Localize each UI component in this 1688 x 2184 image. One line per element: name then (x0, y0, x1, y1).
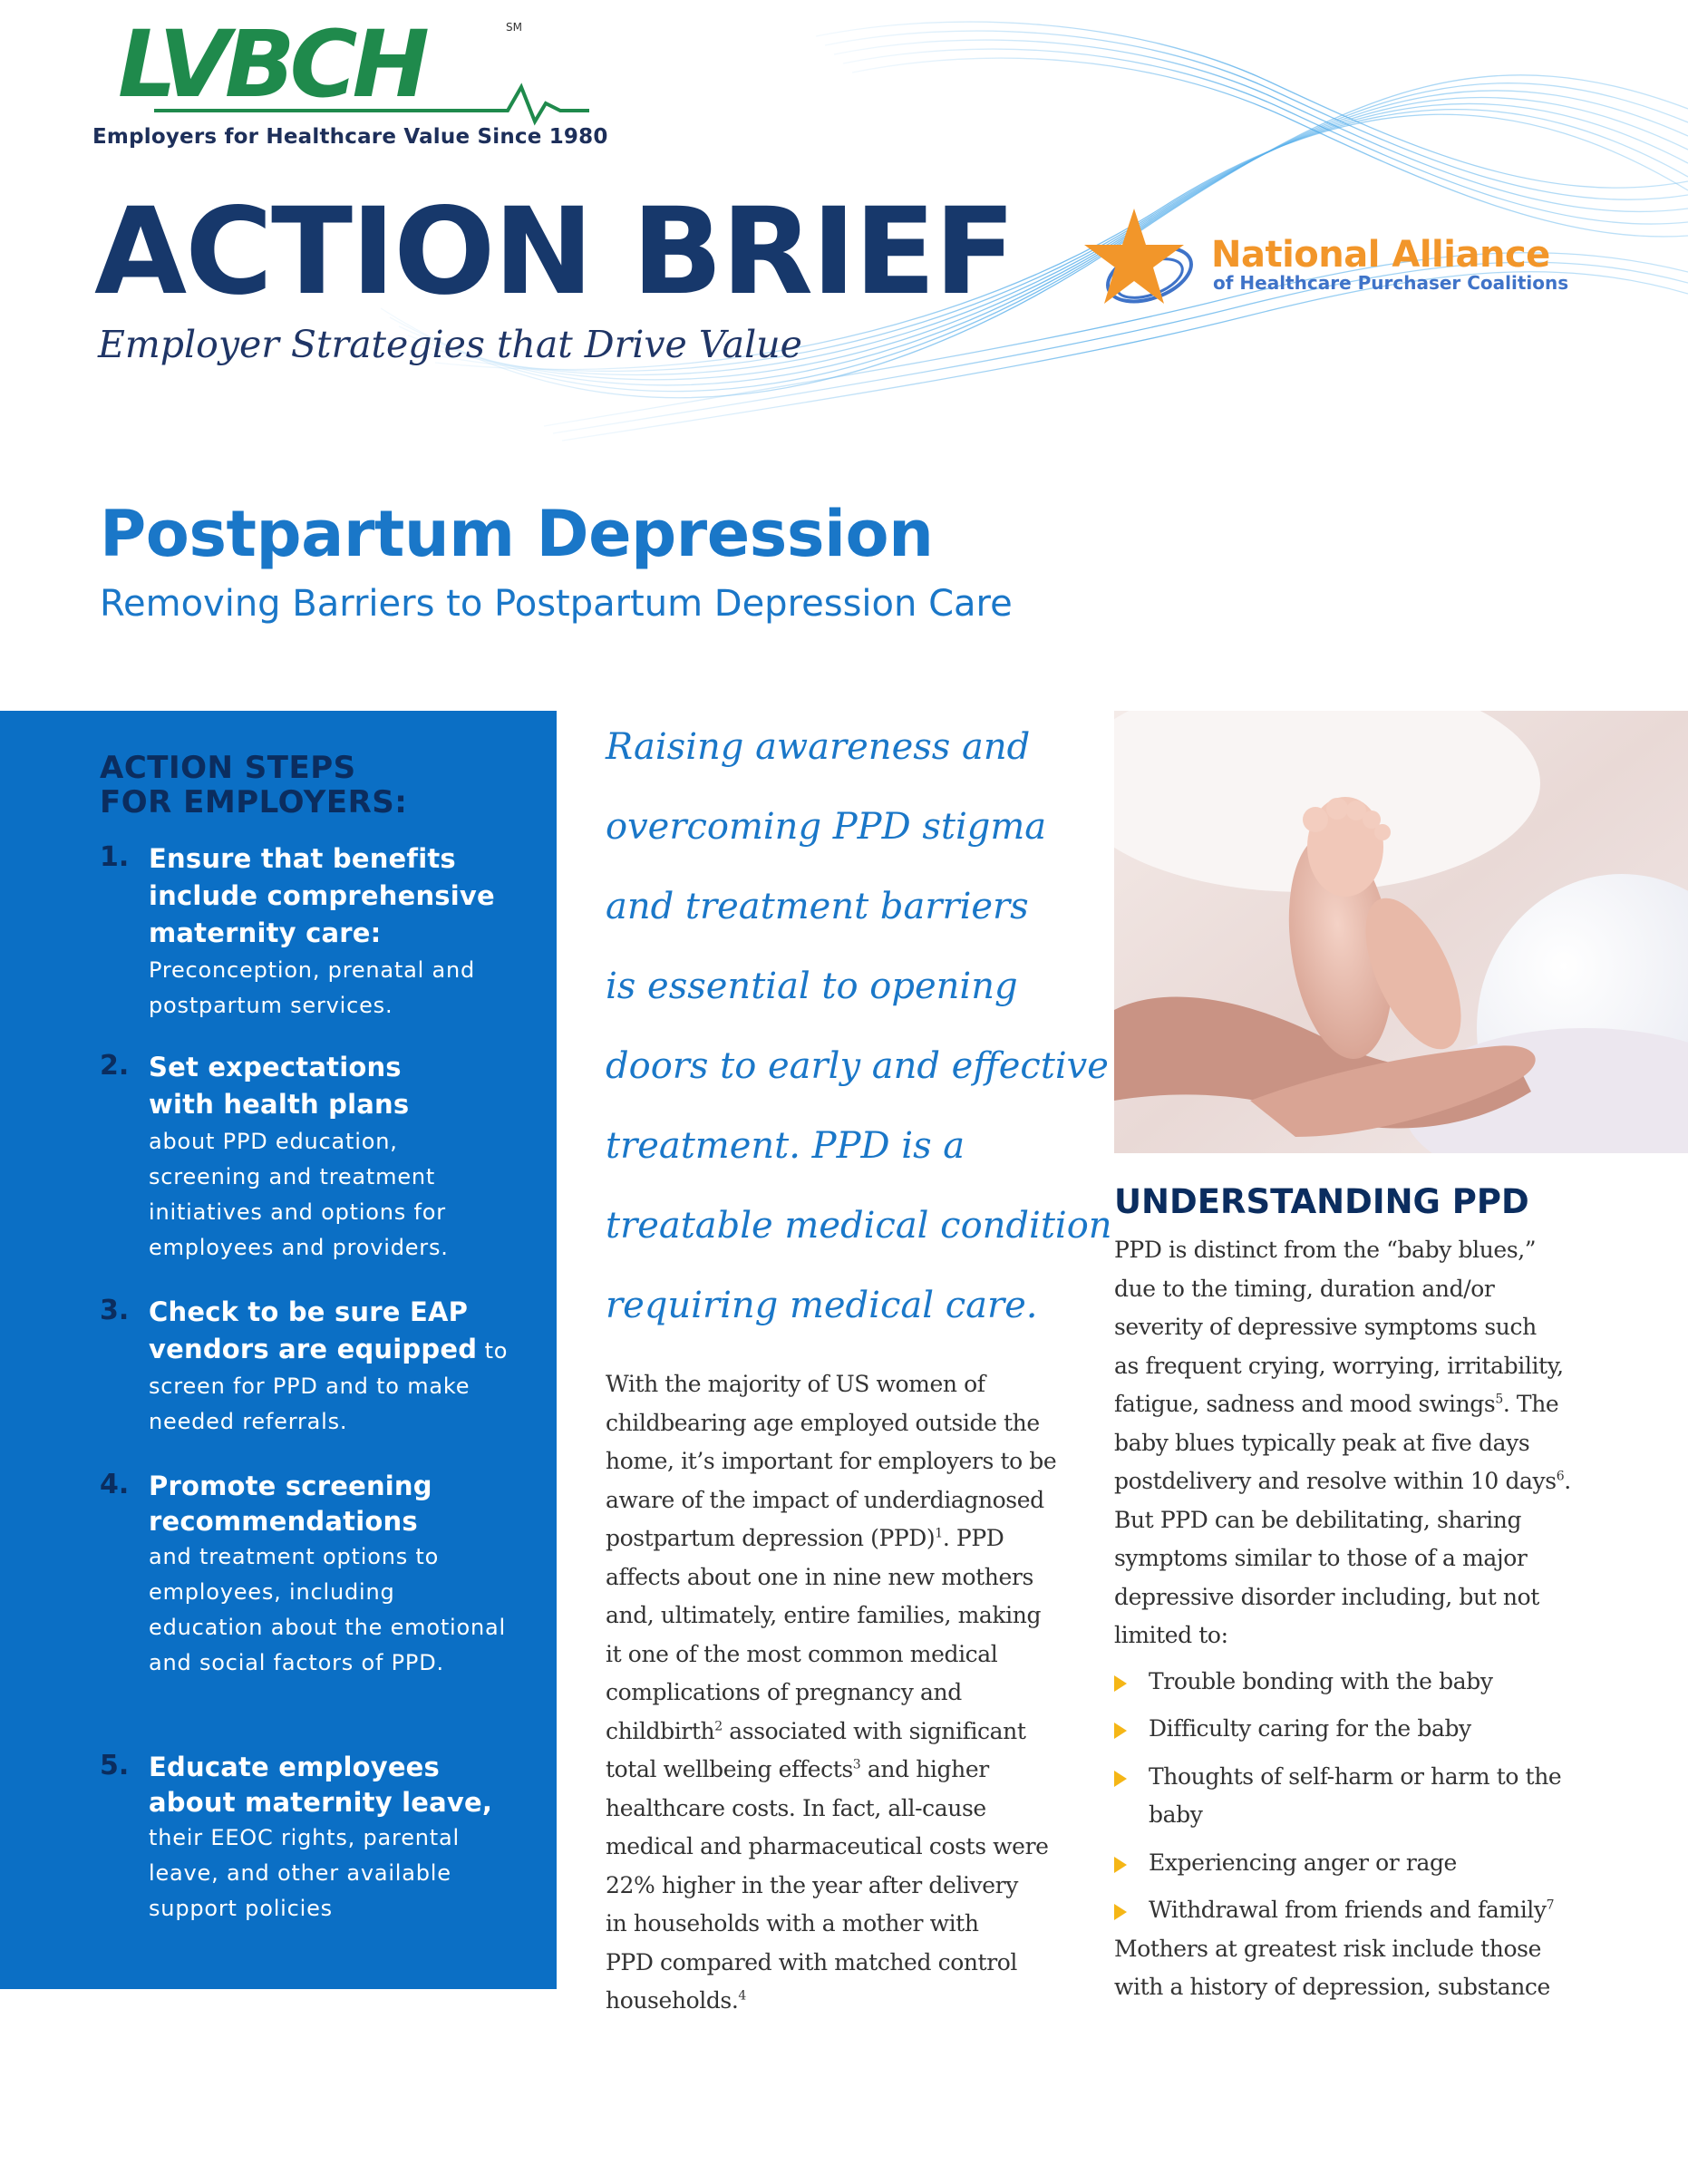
step-text: to screen for PPD and to make needed referrals. (149, 1338, 509, 1434)
body-line: medical and pharmaceutical costs were (606, 1833, 1049, 1859)
quote-line: overcoming PPD stigma (606, 806, 1047, 848)
body-line-text: . The (1502, 1391, 1559, 1417)
step-title: Set expectations with health plans (149, 1052, 410, 1120)
body-line-text: households. (606, 1987, 739, 2014)
quote-line: requiring medical care. (606, 1285, 1038, 1326)
footnote-ref: 7 (1546, 1898, 1555, 1913)
body-line: home, it’s important for employers to be (606, 1448, 1057, 1474)
step-text: Preconception, prenatal and postpartum services. (149, 957, 476, 1018)
body-line: PPD is distinct from the “baby blues,” (1114, 1237, 1537, 1263)
body-line: with a history of depression, substance (1114, 1974, 1550, 2000)
body-line: With the majority of US women of (606, 1371, 985, 1397)
step-text: their EEOC rights, parental leave, and other available support policies (149, 1825, 460, 1921)
pull-quote (606, 707, 1112, 1345)
symptom-text: baby (1149, 1801, 1203, 1828)
footnote-ref: 5 (1495, 1392, 1503, 1407)
body-line: baby blues typically peak at five days (1114, 1429, 1530, 1456)
body-line: it one of the most common medical (606, 1640, 998, 1667)
alliance-subtitle: of Healthcare Purchaser Coalitions (1213, 272, 1569, 294)
svg-text:LVBCH: LVBCH (118, 11, 424, 119)
quote-line: doors to early and effective (606, 1045, 1109, 1087)
footnote-ref: 6 (1556, 1469, 1565, 1484)
body-line (606, 1519, 1077, 1558)
alliance-name: National Alliance (1211, 234, 1550, 276)
body-line (1114, 1385, 1658, 1424)
body-line: as frequent crying, worrying, irritability, (1114, 1352, 1564, 1379)
symptom-text: Trouble bonding with the baby (1149, 1667, 1493, 1694)
body-line (606, 1982, 1077, 2021)
body-line: healthcare costs. In fact, all-cause (606, 1794, 986, 1821)
body-line-text: childbirth (606, 1717, 715, 1744)
triangle-bullet-icon (1114, 1857, 1127, 1873)
action-steps-sidebar (0, 711, 557, 1989)
body-line: and, ultimately, entire families, making (606, 1602, 1042, 1628)
body-line-text: postdelivery and resolve within 10 days (1114, 1468, 1557, 1494)
body-line-text: . (1564, 1468, 1571, 1494)
step-title: Check to be sure EAP vendors are equipped (149, 1296, 478, 1364)
body-line: aware of the impact of underdiagnosed (606, 1486, 1044, 1513)
quote-line: and treatment barriers (606, 886, 1029, 927)
step-title: Promote screening recommendations (149, 1471, 432, 1537)
body-line: complications of pregnancy and (606, 1679, 962, 1705)
symptom-text: Withdrawal from friends and family (1149, 1897, 1547, 1923)
baby-feet-photo (1114, 711, 1688, 1153)
step-title: Ensure that benefits include comprehensive maternity care: (149, 843, 495, 948)
step-text: and treatment options to employees, including education about the emotional and social factors of PPD. (149, 1544, 506, 1675)
symptom-list-item (1114, 1844, 1658, 1883)
quote-line: treatable medical condition (606, 1205, 1112, 1247)
step-number: 3. (100, 1295, 130, 1326)
body-line: But PPD can be debilitating, sharing (1114, 1506, 1522, 1533)
page-subtitle: Removing Barriers to Postpartum Depression Care (100, 583, 1013, 625)
symptom-list-item (1114, 1710, 1658, 1749)
footnote-ref: 1 (935, 1526, 943, 1541)
sidebar-heading-line: ACTION STEPS (100, 750, 356, 786)
footnote-ref: 4 (738, 1988, 746, 2004)
intro-body-text (606, 1365, 1077, 2021)
body-line (606, 1751, 1077, 1790)
step-number: 4. (100, 1469, 130, 1500)
triangle-bullet-icon (1114, 1904, 1127, 1920)
step-number: 2. (100, 1050, 130, 1082)
symptom-list-item (1114, 1663, 1658, 1702)
footnote-ref: 2 (714, 1719, 723, 1734)
sidebar-heading (100, 751, 407, 820)
step-number: 5. (100, 1750, 130, 1781)
body-line: due to the timing, duration and/or (1114, 1275, 1495, 1302)
body-line: depressive disorder including, but not (1114, 1583, 1539, 1610)
body-line: PPD compared with matched control (606, 1948, 1017, 1975)
triangle-bullet-icon (1114, 1771, 1127, 1787)
understanding-ppd-heading: UNDERSTANDING PPD (1114, 1182, 1529, 1221)
svg-text:SM: SM (506, 21, 522, 34)
body-line: in households with a mother with (606, 1910, 979, 1936)
action-brief-title: ACTION BRIEF (94, 182, 1014, 322)
body-line (1114, 1462, 1658, 1501)
body-line: symptoms similar to those of a major (1114, 1545, 1528, 1571)
step-title: Educate employees about maternity leave, (149, 1752, 493, 1818)
quote-line: Raising awareness and (606, 726, 1031, 768)
footnote-ref: 3 (852, 1757, 861, 1772)
understanding-body-text (1114, 1231, 1658, 2007)
quote-line: is essential to opening (606, 966, 1018, 1007)
symptom-list-item (1114, 1758, 1658, 1835)
action-brief-subtitle: Employer Strategies that Drive Value (98, 323, 802, 366)
body-line-text: fatigue, sadness and mood swings (1114, 1391, 1496, 1417)
quote-line: treatment. PPD is a (606, 1125, 965, 1167)
symptom-list-item (1114, 1891, 1658, 1930)
body-line: 22% higher in the year after delivery (606, 1871, 1018, 1898)
body-line-text: and higher (860, 1756, 989, 1782)
body-line: Mothers at greatest risk include those (1114, 1935, 1541, 1962)
symptom-text: Difficulty caring for the baby (1149, 1715, 1471, 1742)
sidebar-heading-line: FOR EMPLOYERS: (100, 784, 408, 820)
body-line: childbearing age employed outside the (606, 1409, 1040, 1436)
national-alliance-logo (1084, 204, 1592, 313)
symptom-text: Experiencing anger or rage (1149, 1849, 1457, 1876)
symptom-text: Thoughts of self-harm or harm to the (1149, 1762, 1562, 1790)
body-line-text: total wellbeing effects (606, 1756, 853, 1782)
body-line: limited to: (1114, 1622, 1228, 1648)
body-line: affects about one in nine new mothers (606, 1563, 1033, 1590)
body-line-text: . PPD (942, 1525, 1004, 1551)
logo-tagline: Employers for Healthcare Value Since 1980 (92, 125, 608, 149)
body-line-text: postpartum depression (PPD) (606, 1525, 936, 1551)
star-icon (1084, 204, 1202, 317)
step-text: about PPD education, screening and treatment initiatives and options for employees and providers. (149, 1129, 449, 1260)
body-line: severity of depressive symptoms such (1114, 1314, 1537, 1340)
page-title: Postpartum Depression (100, 497, 934, 571)
triangle-bullet-icon (1114, 1723, 1127, 1739)
body-line-text: associated with significant (722, 1717, 1026, 1744)
body-line (606, 1713, 1077, 1752)
step-number: 1. (100, 841, 130, 873)
triangle-bullet-icon (1114, 1675, 1127, 1692)
